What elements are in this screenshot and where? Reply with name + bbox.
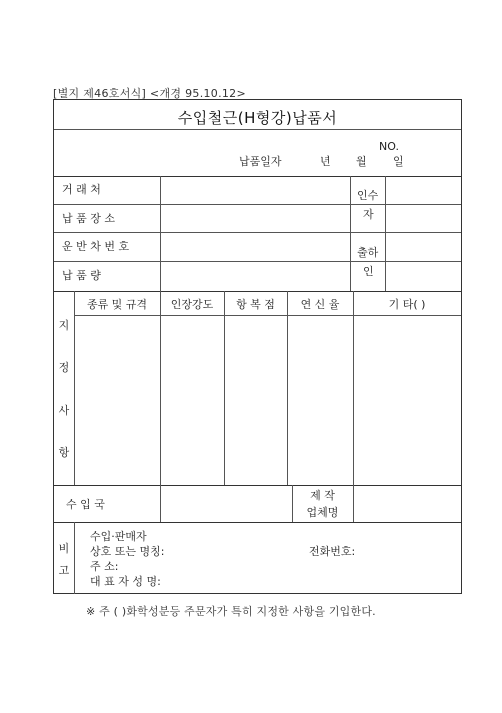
header-tensile-strength: 인장강도 xyxy=(170,298,214,311)
remarks-side-char-1: 비 xyxy=(58,542,70,555)
header-yield-point: 항 복 점 xyxy=(236,298,275,311)
spec-col-line-2 xyxy=(224,291,225,485)
import-col-line-3 xyxy=(353,485,354,522)
row-line-3 xyxy=(54,261,461,262)
remarks-side-char-2: 고 xyxy=(58,564,70,577)
delivery-date-label: 납품일자 xyxy=(239,155,282,168)
spec-col-line-3 xyxy=(287,291,288,485)
receiver-label-1: 인수 xyxy=(357,189,379,202)
receiver-left-line xyxy=(350,176,351,291)
company-name-label: 상호 또는 명칭: xyxy=(90,545,165,558)
phone-label: 전화번호: xyxy=(309,545,356,558)
representative-label: 대 표 자 성 명: xyxy=(90,575,161,588)
remarks-side-line xyxy=(74,522,75,594)
delivery-date-day: 일 xyxy=(393,155,404,168)
receiver-label-2: 자 xyxy=(363,208,374,221)
delivery-amount-label: 납 품 량 xyxy=(62,269,101,282)
manufacturer-label-2: 업체명 xyxy=(306,506,339,519)
spec-header-line xyxy=(74,315,461,316)
import-col-line-1 xyxy=(160,485,161,522)
manufacturer-label-1: 제 작 xyxy=(310,489,335,502)
info-col-line xyxy=(160,176,161,291)
title-underline xyxy=(54,129,461,130)
vehicle-number-label: 운 반 차 번 호 xyxy=(62,240,130,253)
header-other: 기 타( ) xyxy=(388,298,426,311)
import-bottom-line xyxy=(54,522,461,523)
client-label: 거 래 처 xyxy=(62,183,101,196)
receiver-right-line xyxy=(385,176,386,291)
address-label: 주 소: xyxy=(90,560,119,573)
delivery-form xyxy=(53,99,462,594)
spec-bottom-line xyxy=(54,485,461,486)
header-type-spec: 종류 및 규격 xyxy=(86,298,148,311)
form-number-label: NO. xyxy=(379,140,399,153)
spec-side-char-1: 지 xyxy=(58,319,70,332)
spec-col-line-4 xyxy=(353,291,354,485)
spec-side-line xyxy=(74,291,75,485)
form-title: 수입철근(H형강)납품서 xyxy=(177,109,338,127)
spec-col-line-1 xyxy=(160,291,161,485)
header-elongation: 연 신 율 xyxy=(300,298,340,311)
form-reference: [별지 제46호서식] <개경 95.10.12> xyxy=(53,87,246,100)
delivery-place-label: 납 품 장 소 xyxy=(62,212,115,225)
shipper-label-2: 인 xyxy=(363,265,374,278)
importer-label: 수입·판매자 xyxy=(90,530,147,543)
import-country-label: 수 입 국 xyxy=(66,498,105,511)
header-bottom-line xyxy=(54,176,461,177)
row-line-4 xyxy=(54,291,461,292)
row-line-1 xyxy=(54,204,461,205)
receiver-divider xyxy=(350,232,461,233)
delivery-date-month: 월 xyxy=(356,155,367,168)
spec-side-char-4: 항 xyxy=(58,446,70,459)
spec-side-char-2: 정 xyxy=(58,361,70,374)
delivery-date-year: 년 xyxy=(320,155,331,168)
spec-side-char-3: 사 xyxy=(58,404,70,417)
footnote: ※ 주 ( )화학성분등 주문자가 특히 지정한 사항을 기입한다. xyxy=(86,605,376,618)
shipper-label-1: 출하 xyxy=(357,246,379,259)
